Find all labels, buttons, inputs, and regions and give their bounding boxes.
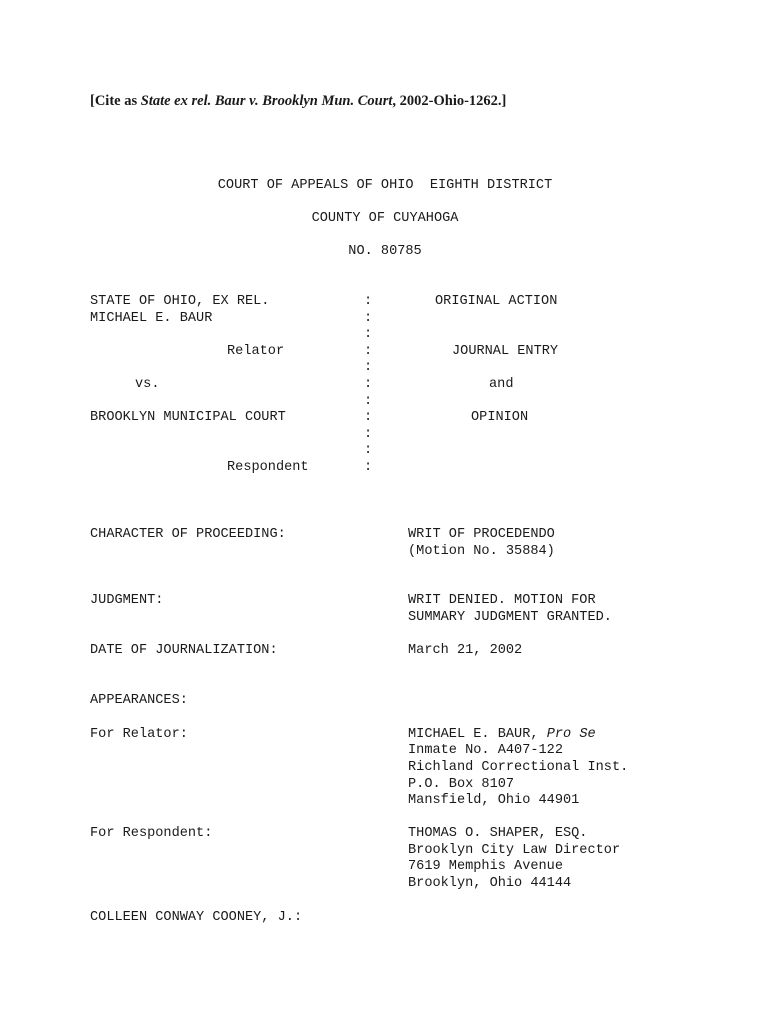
character-label: CHARACTER OF PROCEEDING: [90,527,286,542]
citation-line [90,93,506,110]
party2-role: Respondent [227,460,309,475]
judgment-value-2: SUMMARY JUDGMENT GRANTED. [408,610,612,625]
journal-entry-label: JOURNAL ENTRY [452,344,559,359]
relator-line3: Richland Correctional Inst. [408,760,629,775]
character-value-1: WRIT OF PROCEDENDO [408,527,555,542]
county-heading: COUNTY OF CUYAHOGA [311,211,459,226]
respondent-line4: Brooklyn, Ohio 44144 [408,876,572,891]
versus-label: vs. [135,377,160,392]
respondent-label: For Respondent: [90,826,213,841]
date-label: DATE OF JOURNALIZATION: [90,643,278,658]
character-value-2: (Motion No. 35884) [408,544,555,559]
party1-line2: MICHAEL E. BAUR [90,311,213,326]
date-value: March 21, 2002 [408,643,523,658]
respondent-line3: 7619 Memphis Avenue [408,859,563,874]
original-action-label: ORIGINAL ACTION [435,294,558,309]
respondent-line1: THOMAS O. SHAPER, ESQ. [408,826,588,841]
citation-suffix: , 2002-Ohio-1262.] [392,93,507,109]
citation-prefix: [Cite as [90,93,141,109]
respondent-line2: Brooklyn City Law Director [408,843,621,858]
relator-name-line [408,727,596,744]
and-label: and [489,377,514,392]
judgment-value-1: WRIT DENIED. MOTION FOR [408,593,596,608]
appearances-heading: APPEARANCES: [90,693,188,708]
party1-line1: STATE OF OHIO, EX REL. [90,294,270,309]
relator-line2: Inmate No. A407-122 [408,743,563,758]
opinion-label: OPINION [471,410,529,425]
judgment-label: JUDGMENT: [90,593,164,608]
relator-line4: P.O. Box 8107 [408,777,515,792]
caption-divider: : : : : : : : : : : : [364,294,373,475]
citation-case-name: State ex rel. Baur v. Brooklyn Mun. Court [140,93,393,109]
relator-line5: Mansfield, Ohio 44901 [408,793,580,808]
court-heading: COURT OF APPEALS OF OHIO EIGHTH DISTRICT [217,178,553,193]
relator-name: MICHAEL E. BAUR, [408,727,539,742]
party1-role: Relator [227,344,285,359]
author-line: COLLEEN CONWAY COONEY, J.: [90,910,303,925]
party2-name: BROOKLYN MUNICIPAL COURT [90,410,286,425]
relator-label: For Relator: [90,727,188,742]
pro-se-label: Pro Se [546,727,596,742]
case-number: NO. 80785 [348,244,422,259]
